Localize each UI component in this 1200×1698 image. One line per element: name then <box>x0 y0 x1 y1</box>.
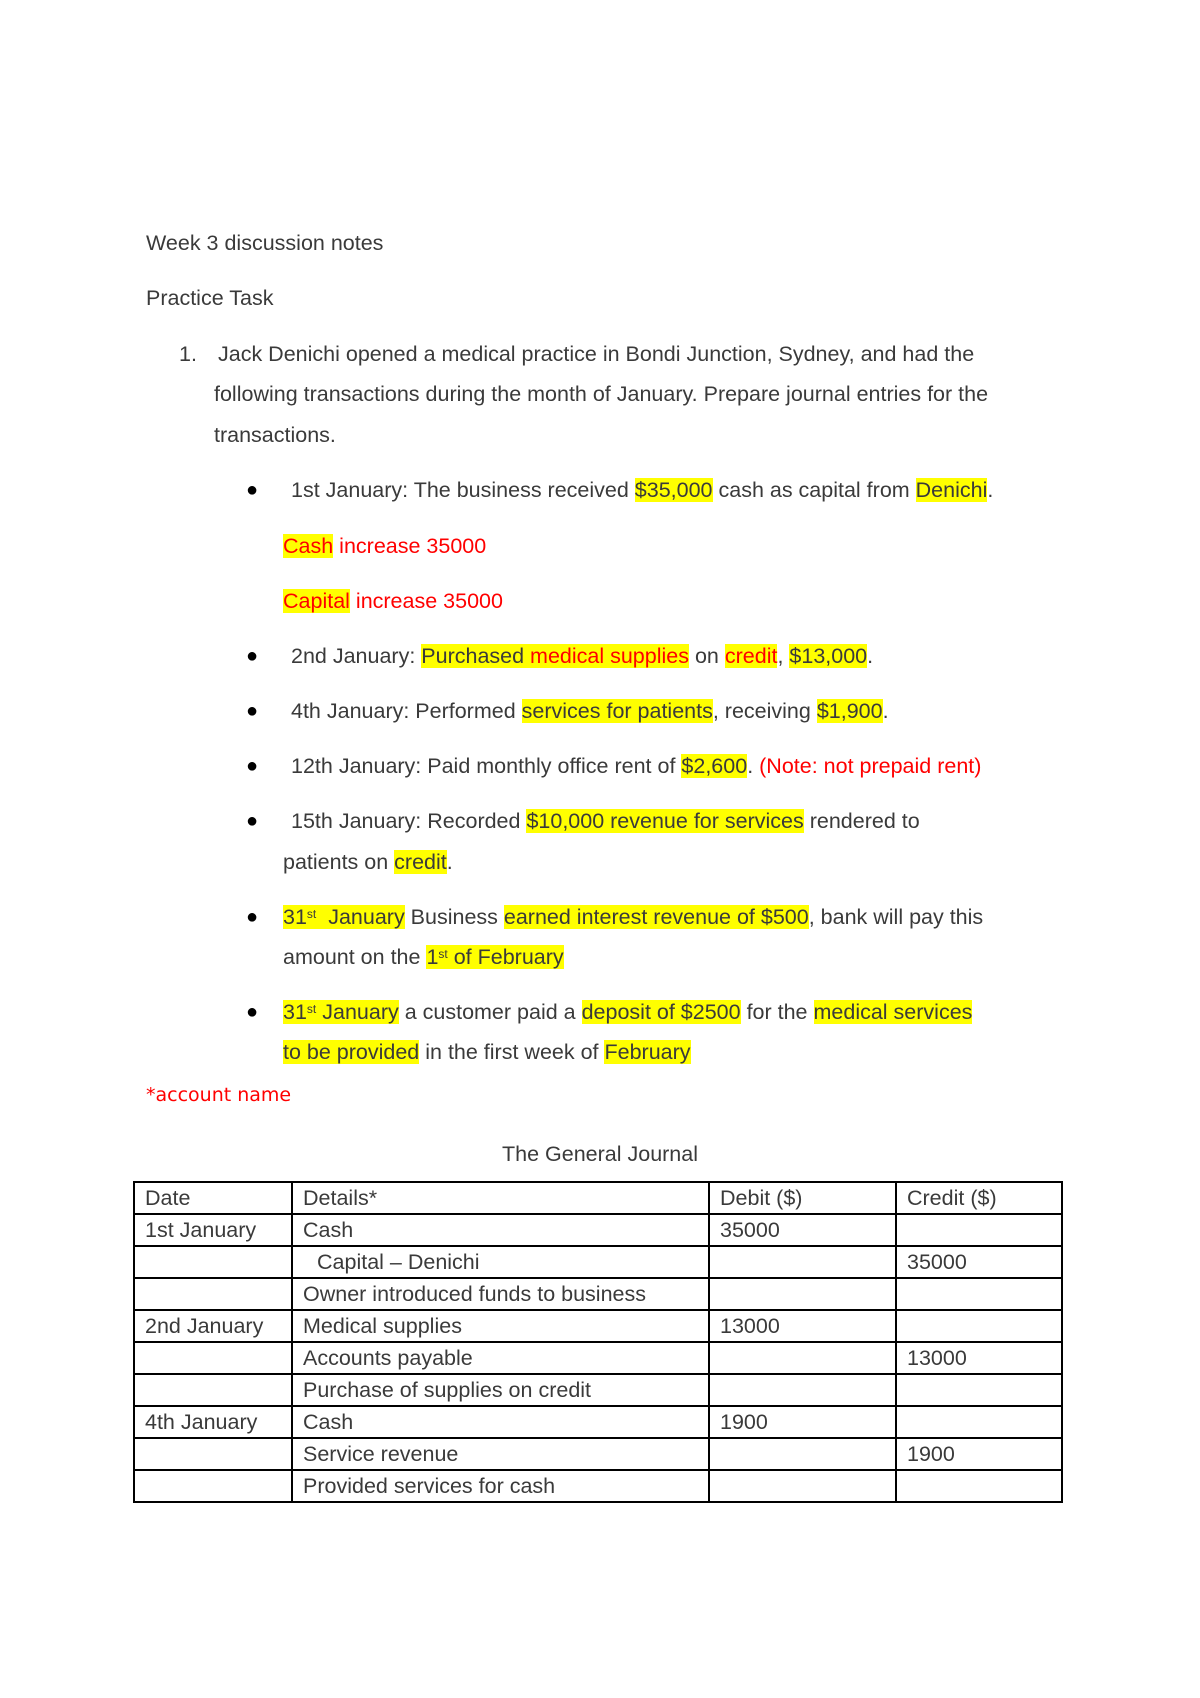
table-cell <box>134 1342 292 1374</box>
question-line-2: following transactions during the month of January. Prepare journal entries for the <box>214 382 989 406</box>
transaction-5 <box>291 807 920 835</box>
table-cell <box>896 1278 1062 1310</box>
table-cell <box>896 1470 1062 1502</box>
t1-text-b: cash as capital from <box>712 478 916 502</box>
t6-text-c: amount on the <box>283 945 427 969</box>
journal-header-cell: Date <box>134 1182 292 1214</box>
t7-text-b: for the <box>740 1000 814 1024</box>
bullet-icon: ● <box>246 1001 259 1023</box>
t4-amount: $2,600 <box>681 754 748 778</box>
table-cell: Owner introduced funds to business <box>292 1278 709 1310</box>
table-cell: Purchase of supplies on credit <box>292 1374 709 1406</box>
t3-text-a: 4th January: Performed <box>291 699 522 723</box>
bullet-icon: ● <box>246 906 259 928</box>
table-row <box>134 1246 1062 1278</box>
t6-day: 31 <box>283 905 307 929</box>
table-cell <box>709 1278 896 1310</box>
t1-answer-2-account: Capital <box>283 589 350 613</box>
t6-feb-date <box>426 945 563 969</box>
t6-feb-suffix: st <box>438 947 448 961</box>
transaction-4 <box>291 752 981 780</box>
table-cell: Provided services for cash <box>292 1470 709 1502</box>
table-row <box>134 1470 1062 1502</box>
table-cell: Service revenue <box>292 1438 709 1470</box>
transaction-2 <box>291 642 873 670</box>
t7-text-a: a customer paid a <box>398 1000 582 1024</box>
t7-to-be-provided: to be provided <box>283 1040 420 1064</box>
transaction-6 <box>283 903 983 931</box>
t7-day-suffix: st <box>306 1002 317 1016</box>
t4-text-a: 12th January: Paid monthly office rent of <box>291 754 682 778</box>
table-row <box>134 1406 1062 1438</box>
bullet-icon: ● <box>246 645 259 667</box>
bullet-icon: ● <box>246 479 259 501</box>
table-cell: Cash <box>292 1214 709 1246</box>
t6-text-b: , bank will pay this <box>808 905 984 929</box>
table-cell <box>134 1278 292 1310</box>
t6-earned: earned interest revenue of $500 <box>503 905 809 929</box>
table-cell: Cash <box>292 1406 709 1438</box>
general-journal-table <box>133 1181 1063 1503</box>
t2-medical-supplies: medical supplies <box>530 644 689 668</box>
t6-day-suffix: st <box>306 907 317 921</box>
table-cell: 1900 <box>896 1438 1062 1470</box>
t2-text-a: 2nd January: <box>291 644 422 668</box>
table-row <box>134 1214 1062 1246</box>
question-line-1: Jack Denichi opened a medical practice in Bondi Junction, Sydney, and had the <box>218 342 975 366</box>
t2-text-c: , <box>777 644 790 668</box>
account-name-note: *account name <box>146 1084 292 1106</box>
table-cell <box>896 1214 1062 1246</box>
table-cell: 2nd January <box>134 1310 292 1342</box>
t2-text-b: on <box>689 644 725 668</box>
t5-text-d: . <box>446 850 453 874</box>
bullet-icon: ● <box>246 755 259 777</box>
journal-body <box>134 1182 1062 1502</box>
table-row <box>134 1310 1062 1342</box>
t4-note: (Note: not prepaid rent) <box>759 754 982 778</box>
t1-answer-1-account: Cash <box>283 534 334 558</box>
t2-credit: credit <box>724 644 778 668</box>
journal-header-cell: Debit ($) <box>709 1182 896 1214</box>
journal-title: The General Journal <box>502 1142 698 1166</box>
transaction-1 <box>291 476 993 504</box>
table-cell: 1900 <box>709 1406 896 1438</box>
table-cell <box>709 1470 896 1502</box>
t5-text-b: rendered to <box>803 809 920 833</box>
t7-text-c: in the first week of <box>419 1040 605 1064</box>
table-cell <box>134 1470 292 1502</box>
table-cell: Medical supplies <box>292 1310 709 1342</box>
table-row <box>134 1342 1062 1374</box>
t7-medical-services: medical services <box>813 1000 973 1024</box>
question-line-3: transactions. <box>214 423 336 447</box>
t1-text-a: 1st January: The business received <box>291 478 635 502</box>
t2-purchased: Purchased <box>421 644 531 668</box>
table-cell: 35000 <box>709 1214 896 1246</box>
t7-february: February <box>604 1040 691 1064</box>
t6-month: January <box>316 905 405 929</box>
journal-header-cell: Details* <box>292 1182 709 1214</box>
table-cell: Accounts payable <box>292 1342 709 1374</box>
t7-month: January <box>316 1000 399 1024</box>
table-row <box>134 1438 1062 1470</box>
transaction-5-line-2 <box>283 848 453 876</box>
t5-text-c: patients on <box>283 850 395 874</box>
table-cell: 1st January <box>134 1214 292 1246</box>
t5-text-a: 15th January: Recorded <box>291 809 527 833</box>
t3-services: services for patients <box>521 699 713 723</box>
table-cell: 13000 <box>709 1310 896 1342</box>
t4-text-b: . <box>747 754 760 778</box>
t6-text-a: Business <box>404 905 504 929</box>
t1-amount: $35,000 <box>634 478 713 502</box>
t7-date <box>283 1000 399 1024</box>
t7-day: 31 <box>283 1000 307 1024</box>
table-cell <box>709 1374 896 1406</box>
t1-answer-1 <box>283 532 486 560</box>
table-cell <box>134 1374 292 1406</box>
bullet-icon: ● <box>246 700 259 722</box>
journal-header-row <box>134 1182 1062 1214</box>
table-cell <box>709 1438 896 1470</box>
table-cell <box>896 1310 1062 1342</box>
table-cell <box>896 1374 1062 1406</box>
table-cell <box>709 1342 896 1374</box>
t3-amount: $1,900 <box>816 699 883 723</box>
t7-deposit: deposit of $2500 <box>581 1000 741 1024</box>
t6-feb: of February <box>447 945 564 969</box>
table-cell: 13000 <box>896 1342 1062 1374</box>
t2-amount: $13,000 <box>789 644 868 668</box>
t6-feb-day: 1 <box>426 945 439 969</box>
transaction-7 <box>283 998 972 1026</box>
document-heading: Week 3 discussion notes <box>146 231 384 255</box>
t6-date <box>283 905 405 929</box>
t2-text-d: . <box>867 644 874 668</box>
t1-text-c: . <box>987 478 994 502</box>
t1-owner: Denichi <box>915 478 988 502</box>
table-cell <box>709 1246 896 1278</box>
t5-revenue: $10,000 revenue for services <box>526 809 804 833</box>
t5-credit: credit <box>394 850 447 874</box>
table-row <box>134 1374 1062 1406</box>
transaction-3 <box>291 697 889 725</box>
transaction-7-line-2 <box>283 1038 691 1066</box>
t1-answer-2-text: increase 35000 <box>349 589 503 613</box>
t3-text-c: . <box>882 699 889 723</box>
question-number: 1. <box>179 342 197 366</box>
practice-task-heading: Practice Task <box>146 286 274 310</box>
table-cell: 4th January <box>134 1406 292 1438</box>
table-cell <box>134 1246 292 1278</box>
t1-answer-2 <box>283 587 503 615</box>
table-row <box>134 1278 1062 1310</box>
table-cell <box>134 1438 292 1470</box>
table-cell: 35000 <box>896 1246 1062 1278</box>
journal-header-cell: Credit ($) <box>896 1182 1062 1214</box>
transaction-6-line-2 <box>283 943 564 971</box>
bullet-icon: ● <box>246 810 259 832</box>
t3-text-b: , receiving <box>712 699 817 723</box>
t1-answer-1-text: increase 35000 <box>333 534 487 558</box>
table-cell <box>896 1406 1062 1438</box>
table-cell: Capital – Denichi <box>292 1246 709 1278</box>
